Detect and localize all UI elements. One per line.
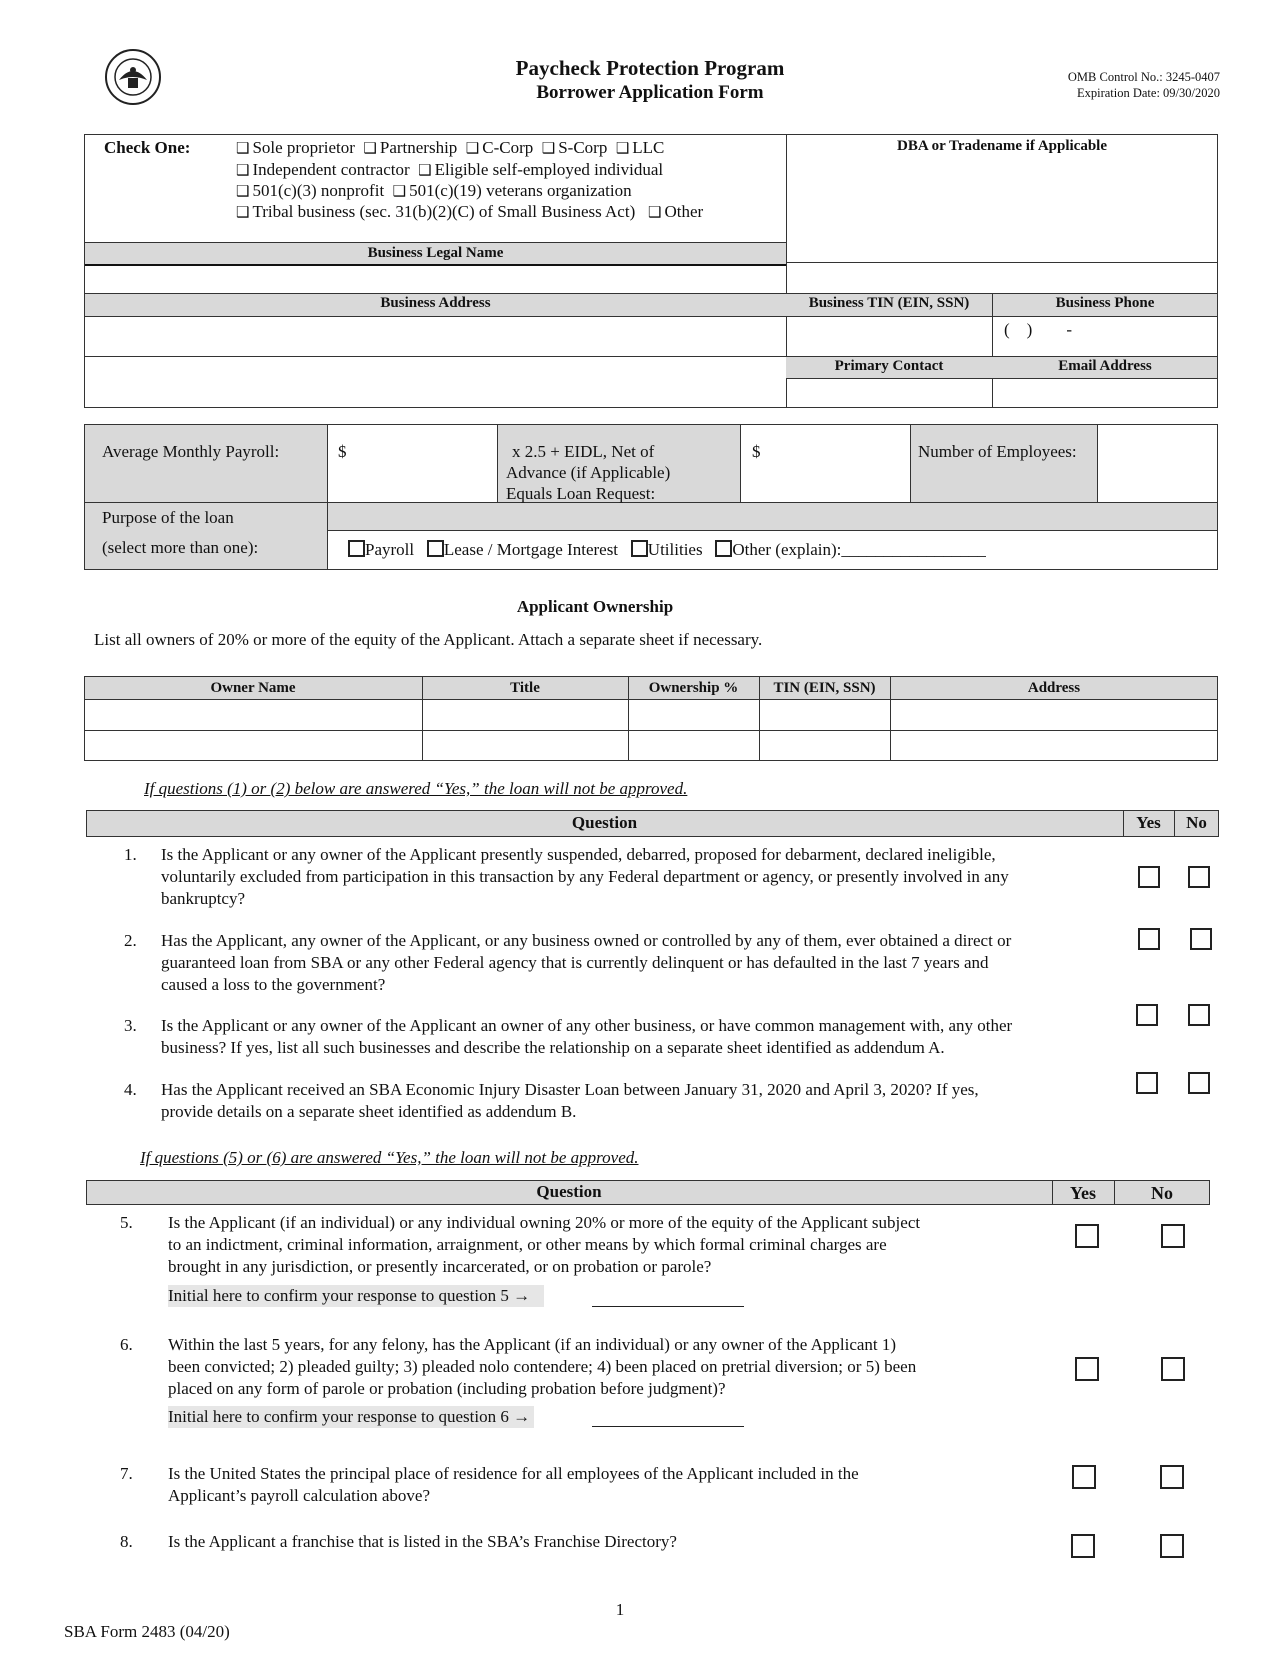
question-8-text: Is the Applicant a franchise that is listed in the SBA’s Franchise Directory? <box>168 1532 677 1551</box>
question-5-initial-field[interactable] <box>592 1286 744 1307</box>
checkbox-icon[interactable]: ❑ <box>615 141 630 157</box>
other-entity-option[interactable]: ❑ Other <box>648 202 704 221</box>
owner-row-2-title[interactable] <box>424 732 627 759</box>
question-1-no-checkbox[interactable] <box>1188 866 1210 888</box>
purpose-label-line2: (select more than one): <box>102 538 259 557</box>
question-b-column-header: Question <box>536 1182 602 1201</box>
question-2-number: 2. <box>124 931 137 950</box>
no-b-column-header: No <box>1151 1183 1173 1203</box>
checkbox-icon[interactable]: ❑ <box>236 141 250 157</box>
business-address-label: Business Address <box>380 295 491 311</box>
checkbox-icon[interactable] <box>631 540 648 557</box>
checkbox-icon[interactable] <box>348 540 365 557</box>
business-address-field[interactable] <box>86 317 786 355</box>
question-4-no-checkbox[interactable] <box>1188 1072 1210 1094</box>
question-3-no-checkbox[interactable] <box>1188 1004 1210 1026</box>
self-employed-option[interactable]: ❑ Eligible self-employed individual <box>418 160 664 179</box>
owner-row-1-tin[interactable] <box>761 701 889 729</box>
question-8-no-checkbox[interactable] <box>1160 1534 1184 1558</box>
purpose-other-option[interactable]: Other (explain):_________________ <box>715 540 986 559</box>
loan-dollar-sign: $ <box>752 442 761 461</box>
checkbox-icon[interactable]: ❑ <box>236 163 250 179</box>
checkbox-icon[interactable]: ❑ <box>236 205 250 221</box>
llc-option[interactable]: ❑ LLC <box>615 138 665 157</box>
form-subtitle: Borrower Application Form <box>536 82 764 103</box>
sba-seal-logo <box>104 48 162 106</box>
owner-row-1-name[interactable] <box>86 701 421 729</box>
question-7-text: Is the United States the principal place of residence for all employees of the Applicant included in the Applicant’s payroll calculation above? <box>168 1464 859 1505</box>
page-number: 1 <box>615 1600 625 1619</box>
question-5-number: 5. <box>120 1213 133 1232</box>
question-8-yes-checkbox[interactable] <box>1071 1534 1095 1558</box>
multiplier-line-2: Advance (if Applicable) <box>506 463 671 482</box>
business-legal-name-field[interactable] <box>86 266 786 292</box>
payroll-dollar-sign: $ <box>338 442 347 461</box>
no-column-header: No <box>1186 813 1207 832</box>
question-4-yes-checkbox[interactable] <box>1136 1072 1158 1094</box>
dba-label: DBA or Tradename if Applicable <box>896 138 1107 154</box>
form-title: Paycheck Protection Program <box>515 56 785 80</box>
question-6-no-checkbox[interactable] <box>1161 1357 1185 1381</box>
checkbox-icon[interactable] <box>427 540 444 557</box>
question-3-text: Is the Applicant or any owner of the Applicant an owner of any other business, or have common management with, any other business? If yes, list all such businesses and describe the relationship on a separate sheet identified as addendum A. <box>161 1016 1013 1057</box>
nonprofit-501c3-option[interactable]: ❑ 501(c)(3) nonprofit <box>236 181 385 200</box>
expiration-date: Expiration Date: 09/30/2020 <box>1076 86 1220 100</box>
dba-field-bottom[interactable] <box>788 264 1216 292</box>
tribal-business-option[interactable]: ❑ Tribal business (sec. 31(b)(2)(C) of Small Business Act) <box>236 202 636 221</box>
title-column-header: Title <box>510 680 540 696</box>
form-identifier: SBA Form 2483 (04/20) <box>64 1622 230 1641</box>
question-1-text: Is the Applicant or any owner of the Applicant presently suspended, debarred, proposed for debarment, declared ineligible, voluntarily excluded from participation in this transaction by any Federal department or agency, or presently involved in any bankruptcy? <box>161 845 1009 908</box>
ownership-title: Applicant Ownership <box>516 597 674 616</box>
question-5-yes-checkbox[interactable] <box>1075 1224 1099 1248</box>
owner-name-column-header: Owner Name <box>210 680 296 696</box>
veterans-501c19-option[interactable]: ❑ 501(c)(19) veterans organization <box>392 181 632 200</box>
business-legal-name-label: Business Legal Name <box>85 242 786 266</box>
omb-control-number: OMB Control No.: 3245-0407 <box>1067 70 1220 84</box>
question-1-yes-checkbox[interactable] <box>1138 866 1160 888</box>
business-tin-field[interactable] <box>788 317 992 355</box>
owner-row-2-address[interactable] <box>892 732 1216 759</box>
entity-options-row4 <box>236 202 703 222</box>
question-2-no-checkbox[interactable] <box>1190 928 1212 950</box>
checkbox-icon[interactable]: ❑ <box>392 184 407 200</box>
question-6-yes-checkbox[interactable] <box>1075 1357 1099 1381</box>
question-3-number: 3. <box>124 1016 137 1035</box>
employees-label-cell <box>910 425 1097 502</box>
check-one-label: Check One: <box>104 138 191 157</box>
owner-row-2-percent[interactable] <box>630 732 758 759</box>
average-monthly-payroll-label: Average Monthly Payroll: <box>102 442 280 461</box>
question-column-header: Question <box>571 813 638 832</box>
email-address-field[interactable] <box>994 380 1216 406</box>
entity-options-row2 <box>236 160 663 180</box>
question-5-no-checkbox[interactable] <box>1161 1224 1185 1248</box>
checkbox-icon[interactable]: ❑ <box>465 141 480 157</box>
questions-1-2-warning: If questions (1) or (2) below are answered “Yes,” the loan will not be approved. <box>144 779 688 798</box>
independent-contractor-option[interactable]: ❑ Independent contractor <box>236 160 410 179</box>
loan-purpose-options <box>348 540 986 560</box>
number-of-employees-label: Number of Employees: <box>918 442 1077 461</box>
loan-request-field[interactable] <box>766 430 906 498</box>
business-address-field-2[interactable] <box>86 358 786 406</box>
question-8-number: 8. <box>120 1532 133 1551</box>
question-4-text: Has the Applicant received an SBA Economic Injury Disaster Loan between January 31, 2020 and April 3, 2020? If yes, provide details on a separate sheet identified as addendum B. <box>161 1080 979 1121</box>
s-corp-option[interactable]: ❑ S-Corp <box>541 138 608 157</box>
question-7-yes-checkbox[interactable] <box>1072 1465 1096 1489</box>
ownership-percent-column-header: Ownership % <box>648 680 739 696</box>
entity-options-row3 <box>236 181 632 201</box>
yes-column-header: Yes <box>1136 813 1161 832</box>
checkbox-icon[interactable] <box>715 540 732 557</box>
email-address-label: Email Address <box>1058 358 1152 374</box>
primary-contact-field[interactable] <box>788 380 992 406</box>
question-6-text: Within the last 5 years, for any felony, has the Applicant (if an individual) or any owner of the Applicant 1) been convicted; 2) pleaded guilty; 3) pleaded nolo contendere; 4) been placed on pretrial diversion; or 5) been placed on any form of parole or probation (including probation before judgment)? <box>168 1335 917 1398</box>
question-6-initial-prompt: Initial here to confirm your response to question 6 → <box>168 1406 534 1428</box>
question-6-initial-field[interactable] <box>592 1406 744 1427</box>
checkbox-icon[interactable]: ❑ <box>648 205 662 221</box>
owner-row-2-tin[interactable] <box>761 732 889 759</box>
average-monthly-payroll-field[interactable] <box>352 430 492 498</box>
entity-options-row1 <box>236 138 664 158</box>
address-column-header: Address <box>1027 680 1081 696</box>
business-phone-field[interactable]: ( ) - <box>1004 320 1072 339</box>
c-corp-option[interactable]: ❑ C-Corp <box>465 138 534 157</box>
owner-row-1-percent[interactable] <box>630 701 758 729</box>
business-phone-label: Business Phone <box>1055 295 1155 311</box>
question-7-no-checkbox[interactable] <box>1160 1465 1184 1489</box>
checkbox-icon[interactable]: ❑ <box>418 163 432 179</box>
sole-proprietor-option[interactable]: ❑ Sole proprietor <box>236 138 355 157</box>
multiplier-line-3: Equals Loan Request: <box>506 484 656 503</box>
yes-b-column-header: Yes <box>1070 1183 1096 1203</box>
purpose-label-line1: Purpose of the loan <box>102 508 234 527</box>
dba-field[interactable] <box>788 158 1216 262</box>
owner-row-1-title[interactable] <box>424 701 627 729</box>
purpose-lease-mortgage-option[interactable]: Lease / Mortgage Interest <box>427 540 618 559</box>
tin-column-header: TIN (EIN, SSN) <box>773 680 876 696</box>
question-5-initial-prompt: Initial here to confirm your response to question 5 → <box>168 1285 544 1307</box>
question-4-number: 4. <box>124 1080 137 1099</box>
question-2-yes-checkbox[interactable] <box>1138 928 1160 950</box>
question-2-text: Has the Applicant, any owner of the Applicant, or any business owned or controlled by any of them, ever obtained a direct or guaranteed loan from SBA or any other Federal agency that is currently delinquent or has defaulted in the last 7 years and caused a loss to the government? <box>161 931 1012 994</box>
purpose-utilities-option[interactable]: Utilities <box>631 540 703 559</box>
question-5-text: Is the Applicant (if an individual) or any individual owning 20% or more of the equity of the Applicant subject to an indictment, criminal information, arraignment, or other means by which formal criminal charges are brought in any jurisdiction, or presently incarcerated, or on probation or parole? <box>168 1213 921 1276</box>
partnership-option[interactable]: ❑ Partnership <box>363 138 458 157</box>
owner-row-1-address[interactable] <box>892 701 1216 729</box>
question-6-number: 6. <box>120 1335 133 1354</box>
purpose-payroll-option[interactable]: Payroll <box>348 540 414 559</box>
primary-contact-label: Primary Contact <box>834 358 944 374</box>
multiplier-line-1: x 2.5 + EIDL, Net of <box>512 442 655 461</box>
business-tin-label: Business TIN (EIN, SSN) <box>808 295 970 311</box>
question-7-number: 7. <box>120 1464 133 1483</box>
questions-5-6-warning: If questions (5) or (6) are answered “Yes,” the loan will not be approved. <box>140 1148 639 1167</box>
checkbox-icon[interactable]: ❑ <box>541 141 556 157</box>
purpose-top-band <box>327 503 1217 530</box>
checkbox-icon[interactable]: ❑ <box>363 141 377 157</box>
question-3-yes-checkbox[interactable] <box>1136 1004 1158 1026</box>
number-of-employees-field[interactable] <box>1100 428 1214 498</box>
owner-row-2-name[interactable] <box>86 732 421 759</box>
ownership-instructions: List all owners of 20% or more of the equity of the Applicant. Attach a separate sheet if necessary. <box>94 630 763 649</box>
question-1-number: 1. <box>124 845 137 864</box>
payroll-label-cell <box>85 425 327 502</box>
checkbox-icon[interactable]: ❑ <box>236 184 250 200</box>
